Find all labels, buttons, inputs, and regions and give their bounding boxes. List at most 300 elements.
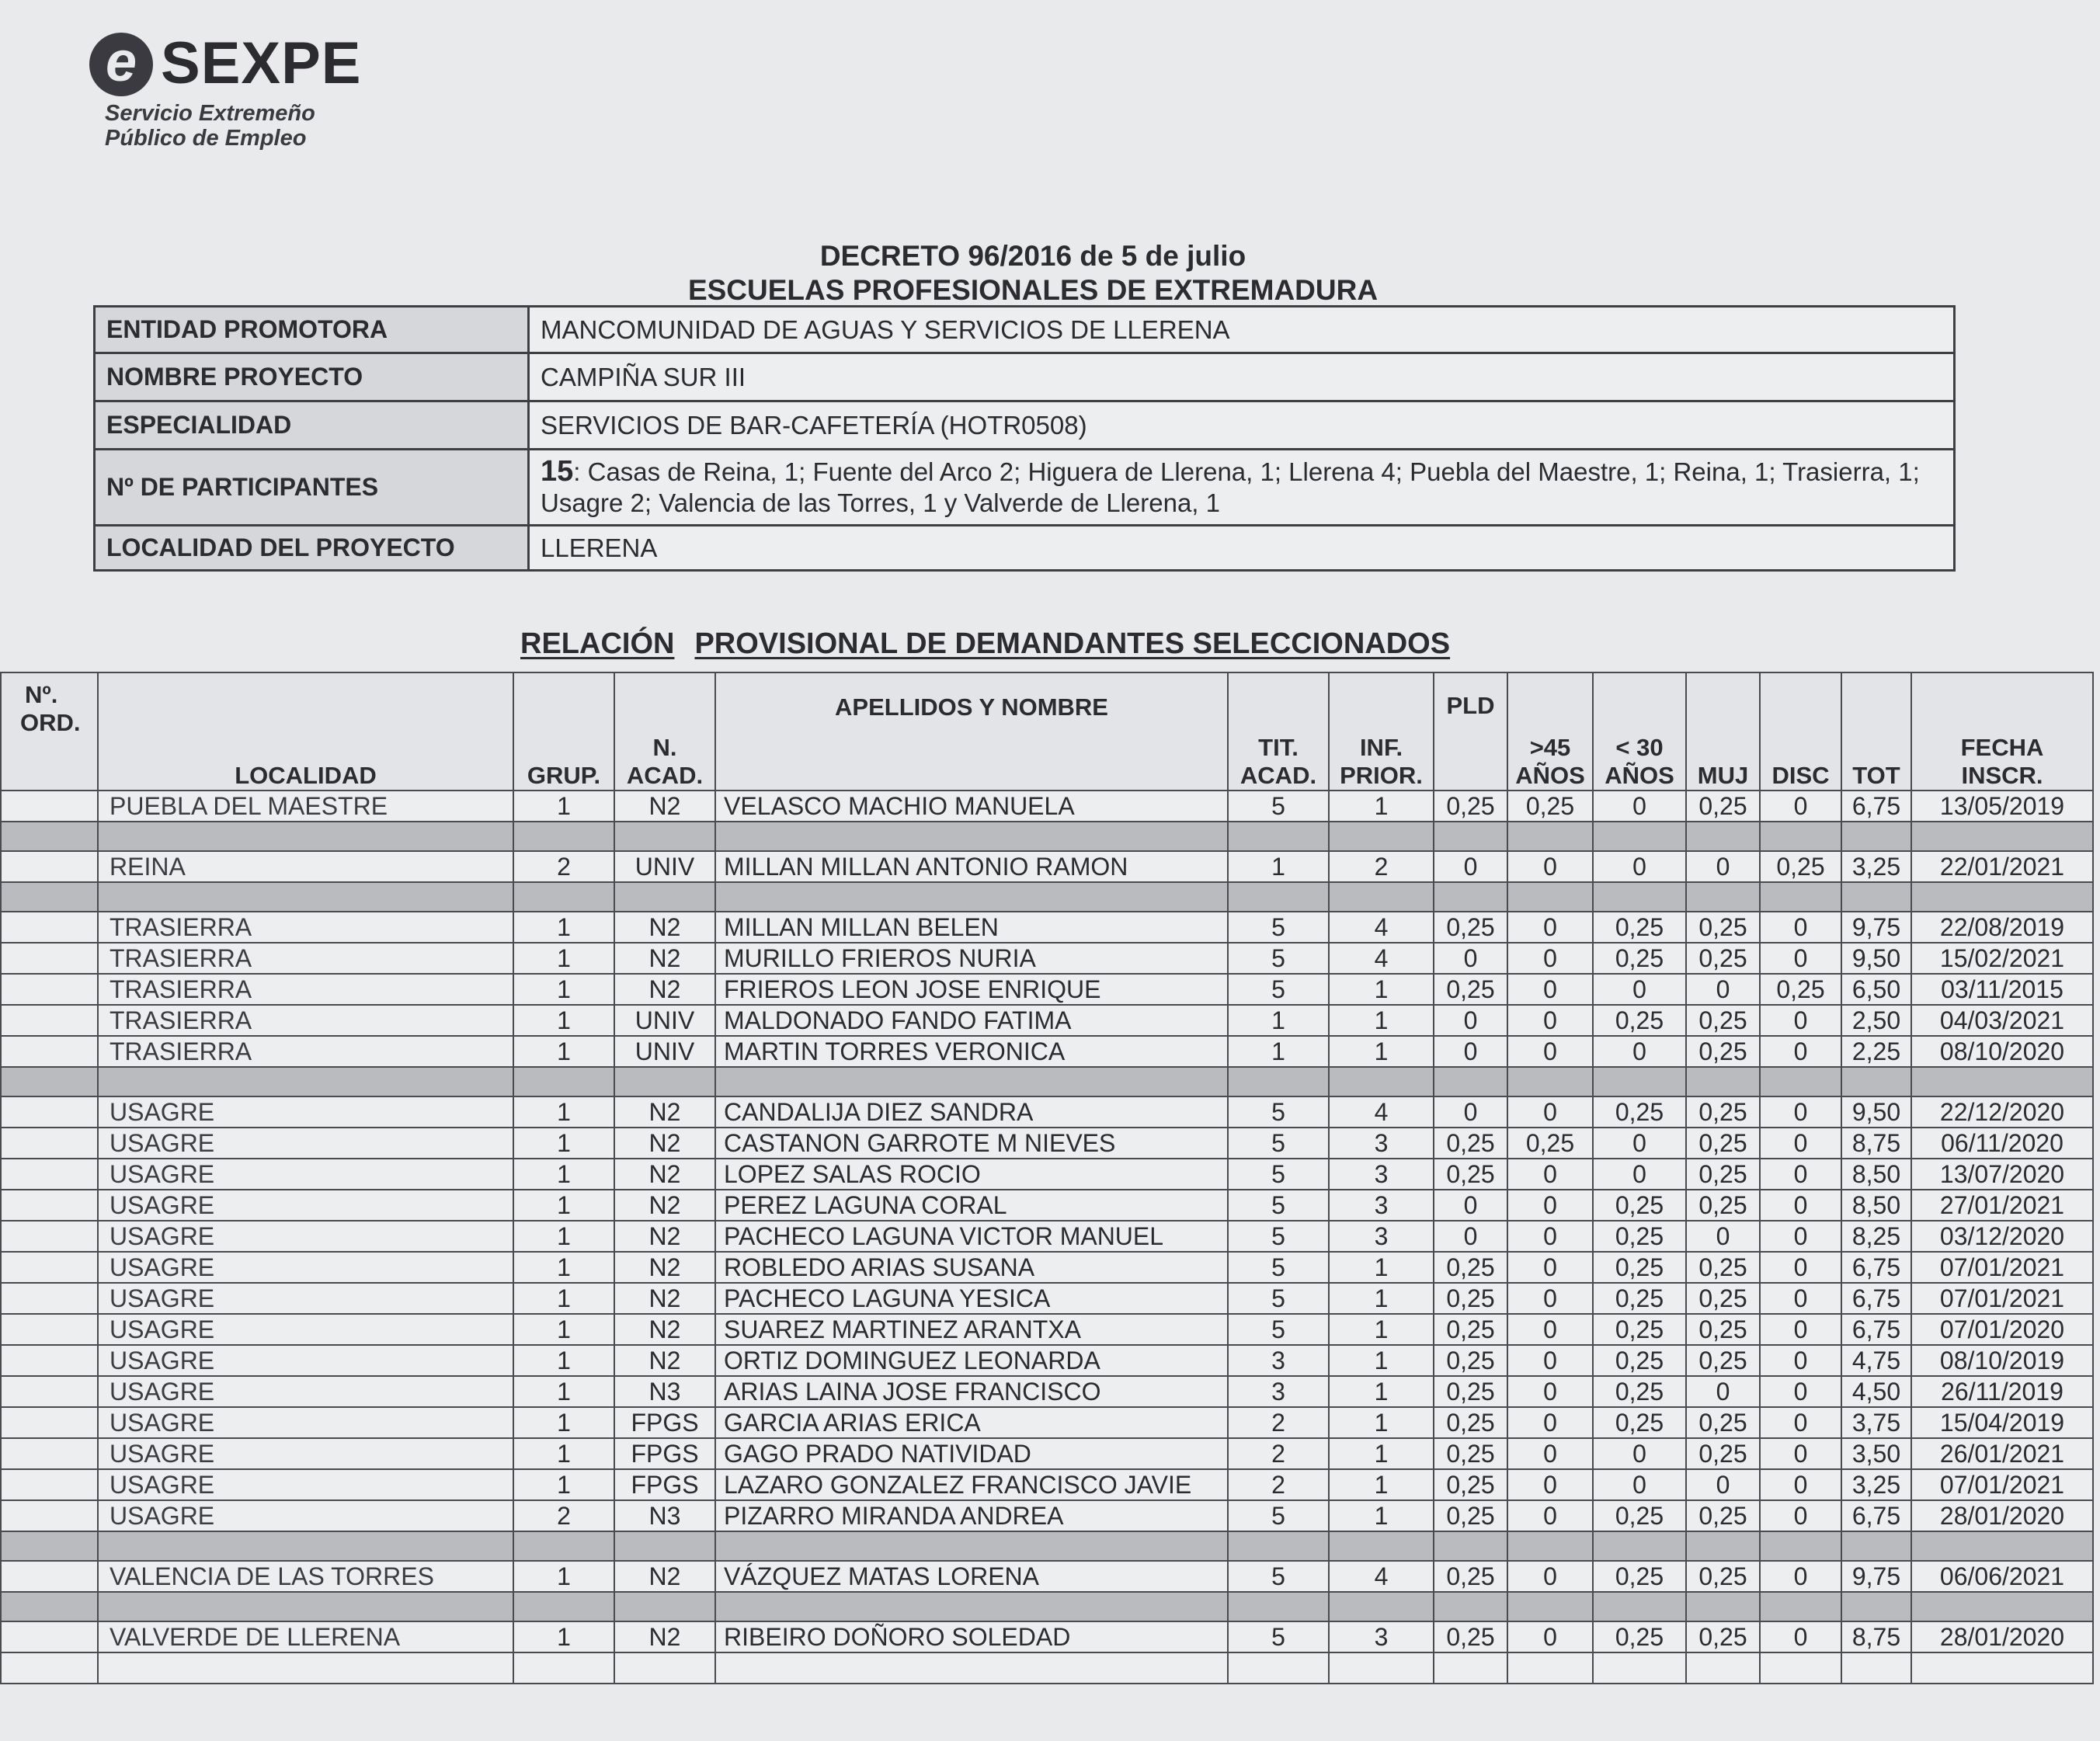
cell-inf: 4: [1329, 912, 1434, 943]
cell-muj: 0,25: [1686, 1438, 1760, 1469]
document-titles: [536, 239, 1530, 308]
cell-disc: 0: [1760, 1283, 1841, 1314]
cell-menor30: 0: [1593, 1159, 1686, 1190]
cell-disc: 0: [1760, 1252, 1841, 1283]
cell-tit: 5: [1228, 1190, 1329, 1221]
cell-fecha: [1911, 1652, 2093, 1684]
table-row: [1, 943, 2093, 974]
col-inf-line1: INF.: [1359, 734, 1403, 761]
col-fecha-line1: FECHA: [1960, 734, 2044, 761]
info-row: [95, 526, 1955, 571]
cell-tit: 5: [1228, 1621, 1329, 1652]
cell-ord: [1, 1438, 98, 1469]
col-disc: DISC: [1760, 672, 1841, 791]
cell-nombre: CASTANON GARROTE M NIEVES: [715, 1128, 1228, 1159]
cell-tot: 6,50: [1841, 974, 1911, 1005]
cell-tot: [1841, 1067, 1911, 1096]
cell-mayor45: 0: [1507, 943, 1593, 974]
cell-fecha: [1911, 1592, 2093, 1621]
table-row: [1, 1221, 2093, 1252]
cell-inf: [1329, 882, 1434, 912]
cell-mayor45: [1507, 822, 1593, 851]
cell-menor30: 0: [1593, 1128, 1686, 1159]
cell-grup: [513, 882, 614, 912]
cell-fecha: 06/06/2021: [1911, 1561, 2093, 1592]
cell-pld: 0,25: [1434, 791, 1507, 822]
cell-disc: [1760, 882, 1841, 912]
cell-ord: [1, 822, 98, 851]
cell-ord: [1, 1005, 98, 1036]
cell-muj: 0,25: [1686, 1096, 1760, 1128]
col-menor30-line1: < 30: [1615, 734, 1664, 761]
cell-localidad: TRASIERRA: [98, 1005, 513, 1036]
cell-localidad: USAGRE: [98, 1096, 513, 1128]
cell-acad: UNIV: [614, 1005, 715, 1036]
cell-grup: 1: [513, 1621, 614, 1652]
cell-mayor45: 0: [1507, 1314, 1593, 1345]
cell-disc: 0: [1760, 1036, 1841, 1067]
cell-mayor45: 0: [1507, 1345, 1593, 1376]
col-fecha-line2: INSCR.: [1961, 762, 2043, 789]
cell-grup: 1: [513, 974, 614, 1005]
cell-tit: 5: [1228, 1314, 1329, 1345]
col-ord-line1: Nº.: [25, 681, 58, 708]
cell-ord: [1, 1592, 98, 1621]
cell-pld: 0,25: [1434, 1621, 1507, 1652]
col-tit-line1: TIT.: [1258, 734, 1299, 761]
cell-pld: 0: [1434, 1221, 1507, 1252]
cell-muj: 0,25: [1686, 1561, 1760, 1592]
cell-tot: 4,75: [1841, 1345, 1911, 1376]
cell-grup: [513, 1067, 614, 1096]
cell-grup: 1: [513, 1128, 614, 1159]
table-row: [1, 851, 2093, 882]
cell-tit: 2: [1228, 1469, 1329, 1500]
cell-muj: 0,25: [1686, 1283, 1760, 1314]
cell-mayor45: 0: [1507, 1159, 1593, 1190]
cell-disc: [1760, 822, 1841, 851]
cell-tit: 1: [1228, 1036, 1329, 1067]
table-row: [1, 791, 2093, 822]
cell-grup: 1: [513, 1096, 614, 1128]
cell-menor30: 0,25: [1593, 1283, 1686, 1314]
table-row: [1, 1159, 2093, 1190]
cell-pld: 0,25: [1434, 1283, 1507, 1314]
table-row: [1, 1128, 2093, 1159]
cell-mayor45: 0: [1507, 1252, 1593, 1283]
cell-mayor45: 0: [1507, 1621, 1593, 1652]
cell-grup: 1: [513, 1438, 614, 1469]
cell-nombre: GARCIA ARIAS ERICA: [715, 1407, 1228, 1438]
cell-ord: [1, 1067, 98, 1096]
cell-menor30: 0,25: [1593, 1190, 1686, 1221]
cell-acad: N2: [614, 1252, 715, 1283]
cell-ord: [1, 851, 98, 882]
cell-localidad: [98, 822, 513, 851]
cell-tit: 5: [1228, 912, 1329, 943]
cell-muj: 0,25: [1686, 1005, 1760, 1036]
cell-tit: [1228, 1067, 1329, 1096]
cell-disc: 0: [1760, 1190, 1841, 1221]
cell-acad: N2: [614, 1128, 715, 1159]
cell-tot: 9,50: [1841, 943, 1911, 974]
cell-tot: 4,50: [1841, 1376, 1911, 1407]
cell-menor30: 0,25: [1593, 1500, 1686, 1531]
cell-nombre: [715, 1652, 1228, 1684]
cell-mayor45: 0: [1507, 1221, 1593, 1252]
cell-fecha: [1911, 1067, 2093, 1096]
cell-localidad: REINA: [98, 851, 513, 882]
cell-inf: 1: [1329, 1036, 1434, 1067]
cell-inf: 1: [1329, 1314, 1434, 1345]
cell-disc: [1760, 1652, 1841, 1684]
cell-acad: [614, 1067, 715, 1096]
cell-pld: 0,25: [1434, 1159, 1507, 1190]
cell-nombre: CANDALIJA DIEZ SANDRA: [715, 1096, 1228, 1128]
cell-nombre: VELASCO MACHIO MANUELA: [715, 791, 1228, 822]
cell-localidad: [98, 1531, 513, 1561]
cell-mayor45: 0: [1507, 1096, 1593, 1128]
relation-title-a: RELACIÓN: [520, 627, 675, 660]
cell-muj: 0: [1686, 1221, 1760, 1252]
cell-ord: [1, 1221, 98, 1252]
table-row: [1, 1561, 2093, 1592]
cell-localidad: USAGRE: [98, 1283, 513, 1314]
cell-menor30: 0,25: [1593, 1314, 1686, 1345]
cell-muj: [1686, 1592, 1760, 1621]
cell-grup: [513, 1531, 614, 1561]
col-mayor45-line1: >45: [1529, 734, 1571, 761]
cell-fecha: [1911, 822, 2093, 851]
cell-tit: 5: [1228, 1096, 1329, 1128]
table-row: [1, 1621, 2093, 1652]
table-row: [1, 912, 2093, 943]
cell-ord: [1, 1621, 98, 1652]
col-acad-line2: ACAD.: [626, 762, 704, 789]
info-value: SERVICIOS DE BAR-CAFETERÍA (HOTR0508): [529, 401, 1955, 450]
cell-disc: 0: [1760, 1096, 1841, 1128]
cell-tit: 1: [1228, 851, 1329, 882]
cell-fecha: 22/01/2021: [1911, 851, 2093, 882]
cell-mayor45: 0: [1507, 851, 1593, 882]
cell-mayor45: 0: [1507, 1036, 1593, 1067]
cell-inf: 1: [1329, 1469, 1434, 1500]
table-row: [1, 1314, 2093, 1345]
cell-menor30: 0,25: [1593, 912, 1686, 943]
cell-disc: [1760, 1592, 1841, 1621]
cell-localidad: VALVERDE DE LLERENA: [98, 1621, 513, 1652]
cell-acad: N3: [614, 1376, 715, 1407]
cell-menor30: 0: [1593, 1469, 1686, 1500]
cell-fecha: 15/02/2021: [1911, 943, 2093, 974]
cell-nombre: PEREZ LAGUNA CORAL: [715, 1190, 1228, 1221]
cell-fecha: 03/12/2020: [1911, 1221, 2093, 1252]
candidates-table: [0, 672, 2094, 1684]
cell-inf: 1: [1329, 974, 1434, 1005]
cell-fecha: 07/01/2021: [1911, 1283, 2093, 1314]
cell-pld: 0: [1434, 1036, 1507, 1067]
cell-tit: 5: [1228, 943, 1329, 974]
col-menor30-line2: AÑOS: [1605, 762, 1674, 789]
cell-ord: [1, 1190, 98, 1221]
cell-nombre: [715, 1067, 1228, 1096]
cell-menor30: 0,25: [1593, 1561, 1686, 1592]
cell-pld: [1434, 1592, 1507, 1621]
cell-mayor45: 0: [1507, 1407, 1593, 1438]
col-mayor45-line2: AÑOS: [1515, 762, 1585, 789]
cell-pld: 0: [1434, 1190, 1507, 1221]
cell-disc: 0: [1760, 1469, 1841, 1500]
cell-menor30: 0,25: [1593, 1621, 1686, 1652]
cell-nombre: VÁZQUEZ MATAS LORENA: [715, 1561, 1228, 1592]
separator-row: [1, 1531, 2093, 1561]
cell-acad: N2: [614, 791, 715, 822]
cell-grup: 1: [513, 1252, 614, 1283]
cell-localidad: [98, 1652, 513, 1684]
cell-acad: UNIV: [614, 851, 715, 882]
table-row: [1, 1407, 2093, 1438]
info-label: Nº DE PARTICIPANTES: [95, 450, 529, 526]
cell-mayor45: [1507, 1652, 1593, 1684]
cell-acad: [614, 822, 715, 851]
cell-ord: [1, 974, 98, 1005]
cell-menor30: [1593, 1531, 1686, 1561]
cell-muj: [1686, 822, 1760, 851]
cell-acad: N2: [614, 1345, 715, 1376]
cell-mayor45: 0: [1507, 1283, 1593, 1314]
logo-name: SEXPE: [161, 30, 362, 96]
col-muj: MUJ: [1686, 672, 1760, 791]
cell-acad: FPGS: [614, 1438, 715, 1469]
cell-tit: 2: [1228, 1407, 1329, 1438]
cell-pld: 0,25: [1434, 1376, 1507, 1407]
cell-inf: 4: [1329, 1561, 1434, 1592]
cell-acad: FPGS: [614, 1469, 715, 1500]
cell-disc: 0: [1760, 1005, 1841, 1036]
relation-title: [520, 627, 1450, 661]
separator-row: [1, 1067, 2093, 1096]
col-mayor45: [1507, 672, 1593, 791]
cell-tot: 8,25: [1841, 1221, 1911, 1252]
cell-muj: 0,25: [1686, 1159, 1760, 1190]
cell-localidad: USAGRE: [98, 1407, 513, 1438]
cell-pld: 0: [1434, 851, 1507, 882]
cell-nombre: FRIEROS LEON JOSE ENRIQUE: [715, 974, 1228, 1005]
cell-menor30: 0: [1593, 974, 1686, 1005]
cell-localidad: TRASIERRA: [98, 943, 513, 974]
cell-tit: [1228, 822, 1329, 851]
cell-grup: 1: [513, 1407, 614, 1438]
cell-grup: 1: [513, 1345, 614, 1376]
cell-ord: [1, 1561, 98, 1592]
cell-inf: 3: [1329, 1128, 1434, 1159]
cell-inf: 4: [1329, 1096, 1434, 1128]
cell-tot: 3,25: [1841, 851, 1911, 882]
cell-tit: 5: [1228, 1159, 1329, 1190]
cell-localidad: VALENCIA DE LAS TORRES: [98, 1561, 513, 1592]
col-grup: GRUP.: [513, 672, 614, 791]
cell-acad: N2: [614, 1190, 715, 1221]
col-localidad: LOCALIDAD: [98, 672, 513, 791]
cell-tot: 3,25: [1841, 1469, 1911, 1500]
cell-tot: 6,75: [1841, 1314, 1911, 1345]
cell-localidad: USAGRE: [98, 1438, 513, 1469]
cell-grup: [513, 822, 614, 851]
cell-muj: 0: [1686, 1376, 1760, 1407]
cell-tot: 8,75: [1841, 1128, 1911, 1159]
cell-nombre: RIBEIRO DOÑORO SOLEDAD: [715, 1621, 1228, 1652]
cell-tit: 5: [1228, 974, 1329, 1005]
cell-tot: 6,75: [1841, 1500, 1911, 1531]
cell-inf: 3: [1329, 1190, 1434, 1221]
cell-acad: N2: [614, 1159, 715, 1190]
empty-row: [1, 1652, 2093, 1684]
cell-ord: [1, 1531, 98, 1561]
cell-localidad: USAGRE: [98, 1159, 513, 1190]
cell-nombre: MARTIN TORRES VERONICA: [715, 1036, 1228, 1067]
cell-acad: N3: [614, 1500, 715, 1531]
cell-menor30: [1593, 1652, 1686, 1684]
cell-fecha: 13/07/2020: [1911, 1159, 2093, 1190]
cell-acad: N2: [614, 1096, 715, 1128]
logo-subtitle-line2: Público de Empleo: [105, 126, 307, 151]
cell-menor30: 0: [1593, 1036, 1686, 1067]
cell-tot: 6,75: [1841, 1283, 1911, 1314]
cell-nombre: [715, 882, 1228, 912]
cell-nombre: ROBLEDO ARIAS SUSANA: [715, 1252, 1228, 1283]
cell-nombre: LAZARO GONZALEZ FRANCISCO JAVIE: [715, 1469, 1228, 1500]
cell-acad: [614, 1592, 715, 1621]
col-ord-line2: ORD.: [20, 709, 81, 736]
table-row: [1, 974, 2093, 1005]
col-acad: [614, 672, 715, 791]
cell-fecha: 08/10/2019: [1911, 1345, 2093, 1376]
info-row: [95, 450, 1955, 526]
candidates-table-body: [1, 791, 2093, 1684]
cell-mayor45: [1507, 1531, 1593, 1561]
col-nombre: APELLIDOS Y NOMBRE: [715, 672, 1228, 791]
table-row: [1, 1283, 2093, 1314]
cell-localidad: [98, 1067, 513, 1096]
cell-grup: 1: [513, 1005, 614, 1036]
cell-menor30: 0,25: [1593, 1345, 1686, 1376]
cell-localidad: USAGRE: [98, 1314, 513, 1345]
cell-grup: 1: [513, 943, 614, 974]
col-ord: [1, 672, 98, 791]
project-info-table: [93, 305, 1956, 572]
cell-muj: 0,25: [1686, 1314, 1760, 1345]
cell-acad: N2: [614, 912, 715, 943]
participants-count: 15: [541, 455, 574, 488]
cell-inf: 3: [1329, 1621, 1434, 1652]
decree-title: DECRETO 96/2016 de 5 de julio: [819, 240, 1246, 272]
cell-ord: [1, 912, 98, 943]
col-tit-line2: ACAD.: [1239, 762, 1317, 789]
cell-disc: 0: [1760, 1314, 1841, 1345]
cell-ord: [1, 1500, 98, 1531]
cell-tot: 8,75: [1841, 1621, 1911, 1652]
cell-mayor45: 0: [1507, 1005, 1593, 1036]
cell-ord: [1, 1128, 98, 1159]
info-label: LOCALIDAD DEL PROYECTO: [95, 526, 529, 571]
cell-grup: [513, 1652, 614, 1684]
cell-nombre: MURILLO FRIEROS NURIA: [715, 943, 1228, 974]
cell-menor30: [1593, 822, 1686, 851]
cell-tot: 6,75: [1841, 1252, 1911, 1283]
cell-tit: [1228, 1652, 1329, 1684]
separator-row: [1, 882, 2093, 912]
cell-ord: [1, 1096, 98, 1128]
cell-muj: 0: [1686, 851, 1760, 882]
cell-muj: 0,25: [1686, 943, 1760, 974]
cell-inf: 1: [1329, 1252, 1434, 1283]
cell-disc: 0,25: [1760, 974, 1841, 1005]
cell-fecha: 03/11/2015: [1911, 974, 2093, 1005]
cell-menor30: [1593, 1067, 1686, 1096]
info-label: ENTIDAD PROMOTORA: [95, 307, 529, 353]
cell-fecha: 08/10/2020: [1911, 1036, 2093, 1067]
col-inf-line2: PRIOR.: [1340, 762, 1423, 789]
cell-acad: N2: [614, 943, 715, 974]
cell-nombre: [715, 1531, 1228, 1561]
cell-muj: 0,25: [1686, 1252, 1760, 1283]
cell-localidad: USAGRE: [98, 1190, 513, 1221]
cell-menor30: 0,25: [1593, 1407, 1686, 1438]
cell-nombre: GAGO PRADO NATIVIDAD: [715, 1438, 1228, 1469]
table-row: [1, 1096, 2093, 1128]
cell-grup: 1: [513, 912, 614, 943]
cell-acad: [614, 882, 715, 912]
cell-tot: 9,75: [1841, 912, 1911, 943]
cell-mayor45: [1507, 1592, 1593, 1621]
col-acad-line1: N.: [652, 734, 677, 761]
cell-nombre: PACHECO LAGUNA YESICA: [715, 1283, 1228, 1314]
cell-pld: 0,25: [1434, 1500, 1507, 1531]
cell-acad: N2: [614, 1621, 715, 1652]
cell-disc: 0: [1760, 912, 1841, 943]
cell-nombre: SUAREZ MARTINEZ ARANTXA: [715, 1314, 1228, 1345]
col-pld: PLD: [1434, 672, 1507, 791]
cell-menor30: 0,25: [1593, 1005, 1686, 1036]
cell-pld: [1434, 882, 1507, 912]
info-value: LLERENA: [529, 526, 1955, 571]
cell-grup: 1: [513, 1190, 614, 1221]
cell-pld: 0,25: [1434, 1561, 1507, 1592]
cell-ord: [1, 1652, 98, 1684]
cell-fecha: 22/12/2020: [1911, 1096, 2093, 1128]
cell-grup: 2: [513, 851, 614, 882]
cell-grup: 2: [513, 1500, 614, 1531]
cell-nombre: PACHECO LAGUNA VICTOR MANUEL: [715, 1221, 1228, 1252]
cell-disc: [1760, 1531, 1841, 1561]
cell-muj: 0,25: [1686, 912, 1760, 943]
cell-localidad: [98, 1592, 513, 1621]
cell-fecha: 07/01/2021: [1911, 1469, 2093, 1500]
sexpe-logo: [89, 23, 369, 155]
cell-inf: 3: [1329, 1221, 1434, 1252]
cell-localidad: TRASIERRA: [98, 1036, 513, 1067]
cell-grup: 1: [513, 1469, 614, 1500]
cell-mayor45: 0: [1507, 1438, 1593, 1469]
cell-acad: N2: [614, 1314, 715, 1345]
cell-disc: 0: [1760, 791, 1841, 822]
info-value: CAMPIÑA SUR III: [529, 353, 1955, 401]
cell-fecha: 26/11/2019: [1911, 1376, 2093, 1407]
cell-ord: [1, 1314, 98, 1345]
cell-ord: [1, 1469, 98, 1500]
cell-ord: [1, 943, 98, 974]
cell-localidad: USAGRE: [98, 1252, 513, 1283]
